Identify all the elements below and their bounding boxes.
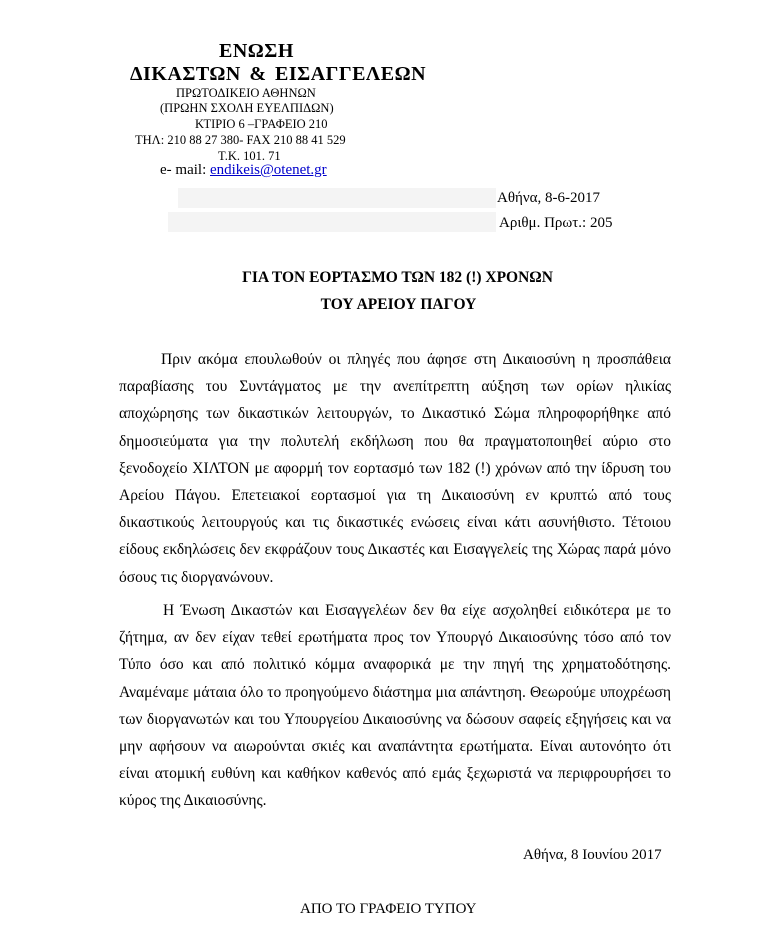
address-line-phone-fax: ΤΗΛ: 210 88 27 380- FAX 210 88 41 529 — [135, 133, 346, 147]
body-paragraph-1: Πριν ακόμα επουλωθούν οι πληγές που άφησε στη Δικαιοσύνη η προσπάθεια παραβίασης του Συντάγματος με την ανεπίτρεπτη αύξηση των ορίων ηλικίας αποχώρησης των δικαστικών λειτουργών, το Δικαστικό Σώμα πληροφορήθηκε από δημοσιεύματα για την πολυτελή εκδήλωση που θα πραγματοποιηθεί αύριο στο ξενοδοχείο ΧΙΛΤΟΝ με αφορμή τον εορτασμό των 182 (!) χρόνων από την ίδρυση του Αρείου Πάγου. Επετειακοί εορτασμοί για τη Δικαιοσύνη εν κρυπτώ από τους δικαστικούς λειτουργούς και τις δικαστικές ενώσεις είναι κάτι ασυνήθιστο. Τέτοιου είδους εκδηλώσεις δεν εκφράζουν τους Δικαστές και Εισαγγελείς της Χώρας παρά μόνο όσους τις διοργανώνουν. — [119, 351, 671, 586]
email-label: e- mail: — [160, 162, 210, 178]
scan-artifact-bar — [168, 212, 496, 232]
address-line-former-school: (ΠΡΩΗΝ ΣΧΟΛΗ ΕΥΕΛΠΙΔΩΝ) — [160, 101, 334, 115]
scan-artifact-bar — [178, 188, 496, 208]
protocol-number: Αριθμ. Πρωτ.: 205 — [499, 215, 613, 231]
email-link[interactable]: endikeis@otenet.gr — [209, 162, 327, 178]
org-name-line1: ΕΝΩΣΗ — [219, 40, 294, 62]
document-date: Αθήνα, 8-6-2017 — [497, 190, 600, 206]
closing-date: Αθήνα, 8 Ιουνίου 2017 — [523, 847, 662, 863]
address-line-building: ΚΤΙΡΙΟ 6 –ΓΡΑΦΕΙΟ 210 — [195, 117, 328, 131]
address-line-postal-code: Τ.Κ. 101. 71 — [218, 149, 281, 163]
address-line-court: ΠΡΩΤΟΔΙΚΕΙΟ ΑΘΗΝΩΝ — [176, 86, 316, 100]
document-title-line1: ΓΙΑ ΤΟΝ ΕΟΡΤΑΣΜΟ ΤΩΝ 182 (!) ΧΡΟΝΩΝ — [242, 269, 553, 286]
document-title-line2: ΤΟΥ ΑΡΕΙΟΥ ΠΑΓΟΥ — [320, 296, 477, 313]
org-name-line2: ΔΙΚΑΣΤΩΝ & ΕΙΣΑΓΓΕΛΕΩΝ — [130, 63, 427, 85]
press-office-signature: ΑΠΟ ΤΟ ΓΡΑΦΕΙΟ ΤΥΠΟΥ — [300, 901, 477, 917]
email-row — [160, 162, 327, 179]
body-paragraph-2: Η Ένωση Δικαστών και Εισαγγελέων δεν θα είχε ασχοληθεί ειδικότερα με το ζήτημα, αν δεν είχαν τεθεί ερωτήματα προς τον Υπουργό Δικαιοσύνης τόσο από τον Τύπο όσο και από πολιτικό κόμμα αναφορικά με την πηγή της χρηματοδότησης. Αναμέναμε μάταια όλο το προηγούμενο διάστημα μια απάντηση. Θεωρούμε υποχρέωση των διοργανωτών και του Υπουργείου Δικαιοσύνης να δώσουν σαφείς εξηγήσεις και να μην αφήσουν να αιωρούνται σκιές και αναπάντητα ερωτήματα. Είναι αυτονόητο ότι είναι ατομική ευθύνη και καθήκον καθενός από εμάς ξεχωριστά να περιφρουρήσει το κύρος της Δικαιοσύνης. — [119, 602, 671, 810]
